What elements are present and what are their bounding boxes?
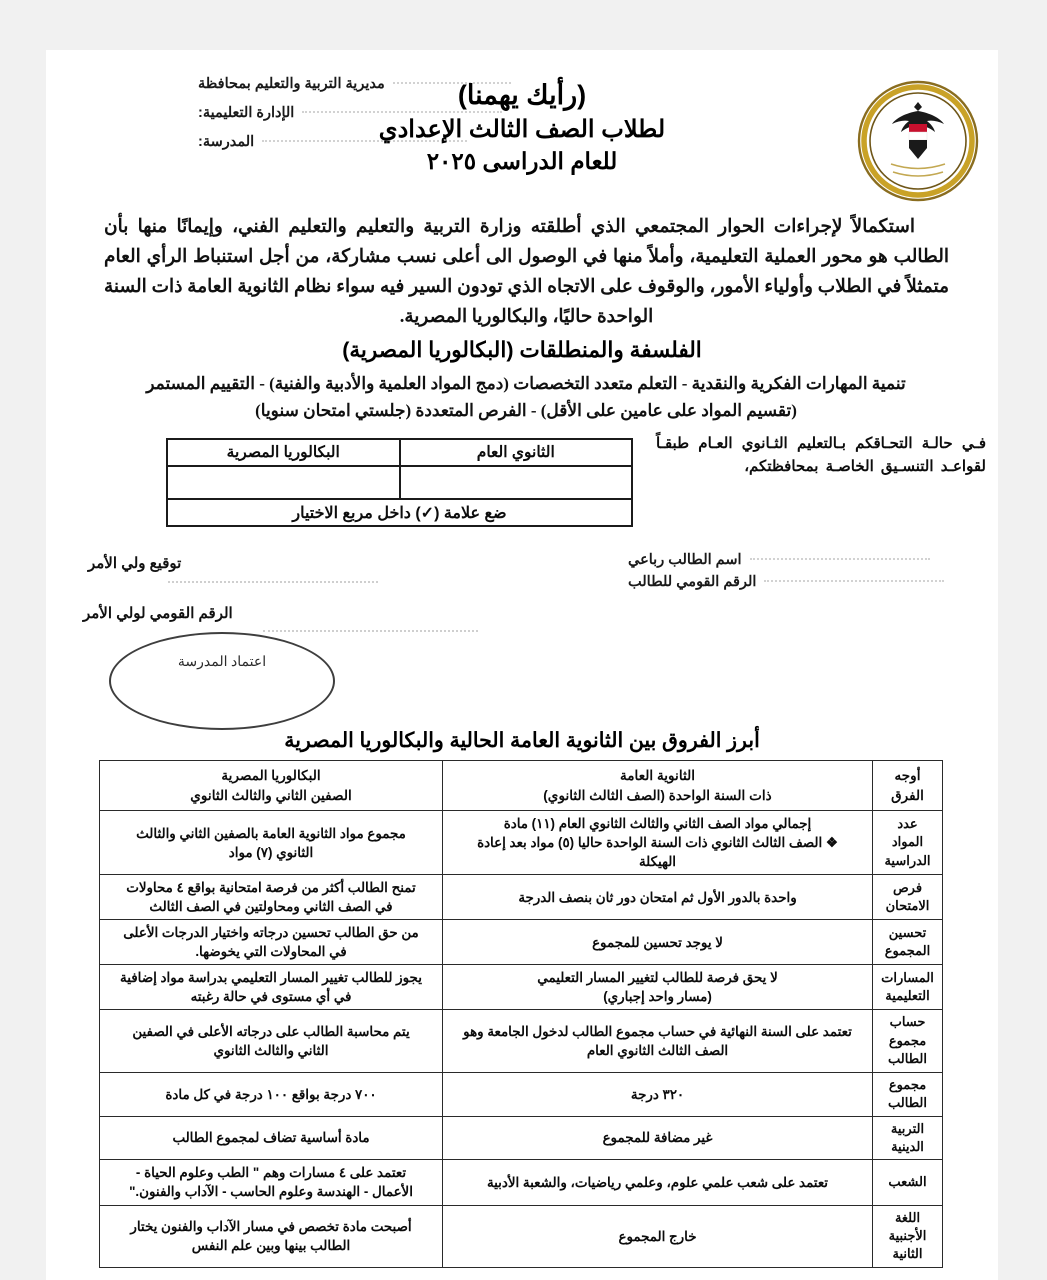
header-aspect	[873, 761, 943, 811]
comparison-row	[100, 1205, 943, 1267]
field-guardian-signature	[88, 554, 378, 583]
comparison-row	[100, 875, 943, 920]
comparison-row	[100, 1116, 943, 1160]
philosophy-body	[101, 370, 951, 424]
row-8-aspect	[873, 1205, 943, 1267]
school-info-fields	[198, 76, 528, 163]
field-administration	[198, 105, 528, 121]
row-0-bac-line-2: الثانوي (٧) مواد	[228, 844, 314, 860]
row-7-bac	[100, 1160, 443, 1205]
document-header	[46, 50, 998, 200]
row-5-bac	[100, 1072, 443, 1116]
comparison-table-body	[100, 761, 943, 1268]
student-fields	[628, 552, 988, 596]
row-1-aspect-line-1: فرص	[892, 879, 923, 895]
field-student-name-label: اسم الطالب رباعي	[628, 552, 742, 568]
row-1-general	[443, 875, 873, 920]
field-guardian-id	[83, 604, 478, 632]
row-7-aspect	[873, 1160, 943, 1205]
row-8-general	[443, 1205, 873, 1267]
field-guardian-id-input[interactable]	[263, 630, 478, 632]
row-3-bac	[100, 965, 443, 1010]
row-6-aspect-line-2: الدينية	[891, 1139, 924, 1154]
row-5-aspect-line-2: الطالب	[888, 1095, 927, 1111]
header-general-line-1: الثانوية العامة	[619, 768, 695, 784]
row-6-general-line-1: غير مضافة للمجموع	[602, 1130, 713, 1146]
choice-instruction: ضع علامة (✓) داخل مربع الاختيار	[167, 499, 632, 526]
choice-checkbox-general[interactable]	[400, 466, 633, 499]
comparison-row	[100, 1010, 943, 1072]
row-0-aspect-line-2: المواد	[891, 834, 924, 850]
field-guardian-signature-label: توقيع ولي الأمر	[88, 555, 182, 572]
row-7-bac-line-2: الأعمال - الهندسة وعلوم الحاسب - الآداب والفنون."	[129, 1184, 413, 1200]
row-0-aspect-line-1: عدد	[897, 815, 918, 831]
field-directorate	[198, 76, 528, 92]
row-2-aspect-line-2: المجموع	[884, 943, 931, 959]
header-aspect-line-2: الفرق	[891, 787, 924, 803]
row-1-aspect-line-2: الامتحان	[885, 898, 930, 914]
field-school-input[interactable]	[262, 140, 467, 142]
row-0-aspect	[873, 811, 943, 875]
row-2-bac-line-1: من حق الطالب تحسين درجاته واختيار الدرجات الأعلى	[123, 925, 419, 941]
field-administration-input[interactable]	[302, 111, 502, 113]
row-4-aspect-line-2: مجموع	[888, 1032, 927, 1048]
field-administration-label: الإدارة التعليمية:	[198, 105, 295, 121]
row-4-general	[443, 1010, 873, 1072]
row-8-aspect-line-1: اللغة	[894, 1209, 921, 1225]
row-5-aspect-line-1: مجموع	[888, 1076, 927, 1092]
choice-note: فـي حالـة التحـاقكم بـالتعليم الثـانوي العـام طبقـاً لقواعـد التنسـيق الخاصـة بمحافظتكم،	[656, 435, 986, 475]
row-2-aspect	[873, 920, 943, 965]
field-student-id-label: الرقم القومي للطالب	[628, 574, 757, 590]
comparison-row	[100, 811, 943, 875]
field-student-id-input[interactable]	[764, 580, 944, 582]
row-5-bac-line-1: ٧٠٠ درجة بواقع ١٠٠ درجة في كل مادة	[165, 1086, 377, 1102]
field-student-name-input[interactable]	[750, 558, 930, 560]
row-8-aspect-line-3: الثانية	[892, 1246, 923, 1262]
row-7-bac-line-1: تعتمد على ٤ مسارات وهم " الطب وعلوم الحياة -	[135, 1165, 407, 1181]
row-3-aspect	[873, 965, 943, 1010]
row-7-general	[443, 1160, 873, 1205]
row-8-bac-line-2: الطالب بينها وبين علم النفس	[191, 1238, 351, 1254]
row-2-aspect-line-1: تحسين	[888, 924, 927, 940]
row-8-bac	[100, 1205, 443, 1267]
comparison-table	[99, 760, 943, 1268]
header-general-line-2: ذات السنة الواحدة (الصف الثالث الثانوي)	[543, 787, 772, 803]
row-5-aspect	[873, 1072, 943, 1116]
comparison-row	[100, 965, 943, 1010]
row-0-aspect-line-3: الدراسية	[884, 852, 931, 868]
row-7-aspect-line-1: الشعب	[888, 1174, 927, 1190]
philosophy-line-1: تنمية المهارات الفكرية والنقدية - التعلم متعدد التخصصات (دمج المواد العلمية والأدبية والفنية) - التقييم المستمر	[146, 374, 906, 393]
row-1-bac-line-1: تمنح الطالب أكثر من فرصة امتحانية بواقع ٤ محاولات	[126, 880, 416, 896]
field-student-name	[628, 552, 988, 568]
header-bac-line-2: الصفين الثاني والثالث الثانوي	[190, 787, 352, 803]
row-3-aspect-line-2: التعليمية	[885, 988, 930, 1004]
choice-option-general-label: الثانوي العام	[400, 439, 633, 466]
row-4-general-line-2: الصف الثالث الثانوي العام	[586, 1042, 729, 1058]
row-0-bac	[100, 811, 443, 875]
row-8-general-line-1: خارج المجموع	[618, 1228, 697, 1244]
philosophy-title: الفلسفة والمنطلقات (البكالوريا المصرية)	[342, 338, 702, 362]
document-year: للعام الدراسى ٢٠٢٥	[426, 148, 618, 174]
choice-option-bac-label: البكالوريا المصرية	[167, 439, 400, 466]
row-6-bac	[100, 1116, 443, 1160]
field-guardian-id-label: الرقم القومي لولي الأمر	[83, 605, 233, 622]
field-directorate-label: مديرية التربية والتعليم بمحافظة	[198, 76, 385, 92]
row-3-general-line-1: لا يحق فرصة للطالب لتغيير المسار التعليمي	[537, 970, 778, 986]
row-8-aspect-line-2: الأجنبية	[888, 1227, 927, 1243]
row-6-aspect-line-1: التربية	[890, 1120, 925, 1136]
row-6-general	[443, 1116, 873, 1160]
intro-paragraph: استكمالاً لإجراءات الحوار المجتمعي الذي أطلقته وزارة التربية والتعليم والتعليم الفني، وإيمانًا منها بأن الطالب هو محور العملية التعليمية، وأملاً منها في الوصول الى أعلى نسب مشاركة، من أجل استنباط الرأي العام متمثلاً في الطلاب وأولياء الأمور، والوقوف على الاتجاه الذي تودون السير فيه سواء نظام الثانوية العامة ذات السنة الواحدة حاليًا، والبكالوريا المصرية.	[104, 217, 949, 327]
row-4-aspect-line-3: الطالب	[888, 1051, 927, 1067]
row-3-general	[443, 965, 873, 1010]
row-7-general-line-1: تعتمد على شعب علمي علوم، وعلمي رياضيات، والشعبة الأدبية	[486, 1174, 829, 1190]
row-4-general-line-1: تعتمد على السنة النهائية في حساب مجموع الطالب لدخول الجامعة وهو	[463, 1023, 852, 1039]
document-title: (رأيك يهمنا)	[457, 80, 587, 110]
comparison-row	[100, 1160, 943, 1205]
choice-table	[166, 438, 633, 527]
field-guardian-signature-input[interactable]	[168, 581, 378, 583]
row-4-bac	[100, 1010, 443, 1072]
comparison-row	[100, 1072, 943, 1116]
row-2-bac-line-2: في المحاولات التي يخوضها.	[195, 944, 347, 960]
header-aspect-line-1: أوجه	[894, 768, 921, 784]
row-4-bac-line-1: يتم محاسبة الطالب على درجاته الأعلى في الصفين	[132, 1023, 410, 1039]
field-directorate-input[interactable]	[393, 82, 511, 84]
row-0-general-line-3: الهيكلة	[638, 854, 677, 870]
document-subtitle: لطلاب الصف الثالث الإعدادي	[378, 116, 666, 143]
row-5-general	[443, 1072, 873, 1116]
row-3-bac-line-2: في أي مستوى في حالة رغبته	[190, 989, 352, 1005]
row-4-aspect-line-1: حساب	[889, 1014, 926, 1030]
row-8-bac-line-1: أصبحت مادة تخصص في مسار الآداب والفنون يختار	[130, 1219, 412, 1235]
choice-checkbox-bac[interactable]	[167, 466, 400, 499]
field-student-id	[628, 574, 988, 590]
row-2-general	[443, 920, 873, 965]
row-0-bac-line-1: مجموع مواد الثانوية العامة بالصفين الثاني والثالث	[136, 825, 406, 841]
row-2-bac	[100, 920, 443, 965]
row-1-bac-line-2: في الصف الثاني ومحاولتين في الصف الثالث	[149, 899, 393, 915]
header-general	[443, 761, 873, 811]
row-0-general-line-2: ❖ الصف الثالث الثانوي ذات السنة الواحدة حاليا (٥) مواد بعد إعادة	[477, 835, 838, 851]
row-2-general-line-1: لا يوجد تحسين للمجموع	[592, 934, 723, 950]
ministry-seal-icon	[857, 80, 979, 202]
header-bac	[100, 761, 443, 811]
row-3-bac-line-1: يجوز للطالب تغيير المسار التعليمي بدراسة مواد إضافية	[120, 970, 422, 986]
school-stamp-label: اعتماد المدرسة	[177, 655, 267, 670]
row-0-general-line-1: إجمالي مواد الصف الثاني والثالث الثانوي العام (١١) مادة	[503, 816, 812, 831]
row-4-aspect	[873, 1010, 943, 1072]
philosophy-line-2: (تقسيم المواد على عامين على الأقل) - الفرص المتعددة (جلستي امتحان سنويا)	[255, 401, 797, 421]
choice-table-header-row	[167, 439, 632, 466]
choice-table-instruction-row	[167, 499, 632, 526]
field-school	[198, 134, 528, 150]
row-3-general-line-2: (مسار واحد إجباري)	[603, 989, 712, 1005]
row-0-general	[443, 811, 873, 875]
row-1-aspect	[873, 875, 943, 920]
header-bac-line-1: البكالوريا المصرية	[221, 768, 321, 784]
comparison-title: أبرز الفروق بين الثانوية العامة الحالية والبكالوريا المصرية	[284, 729, 760, 752]
document-sheet	[46, 50, 998, 1280]
comparison-header-row	[100, 761, 943, 811]
row-1-bac	[100, 875, 443, 920]
school-stamp-oval	[109, 632, 335, 730]
row-3-aspect-line-1: المسارات	[881, 969, 934, 985]
row-6-bac-line-1: مادة أساسية تضاف لمجموع الطالب	[172, 1130, 370, 1146]
comparison-row	[100, 920, 943, 965]
choice-table-checkbox-row	[167, 466, 632, 499]
field-school-label: المدرسة:	[198, 134, 255, 150]
row-1-general-line-1: واحدة بالدور الأول ثم امتحان دور ثان بنصف الدرجة	[518, 889, 797, 905]
row-4-bac-line-2: الثاني والثالث الثانوي	[213, 1042, 329, 1058]
row-6-aspect	[873, 1116, 943, 1160]
row-5-general-line-1: ٣٢٠ درجة	[630, 1086, 685, 1102]
